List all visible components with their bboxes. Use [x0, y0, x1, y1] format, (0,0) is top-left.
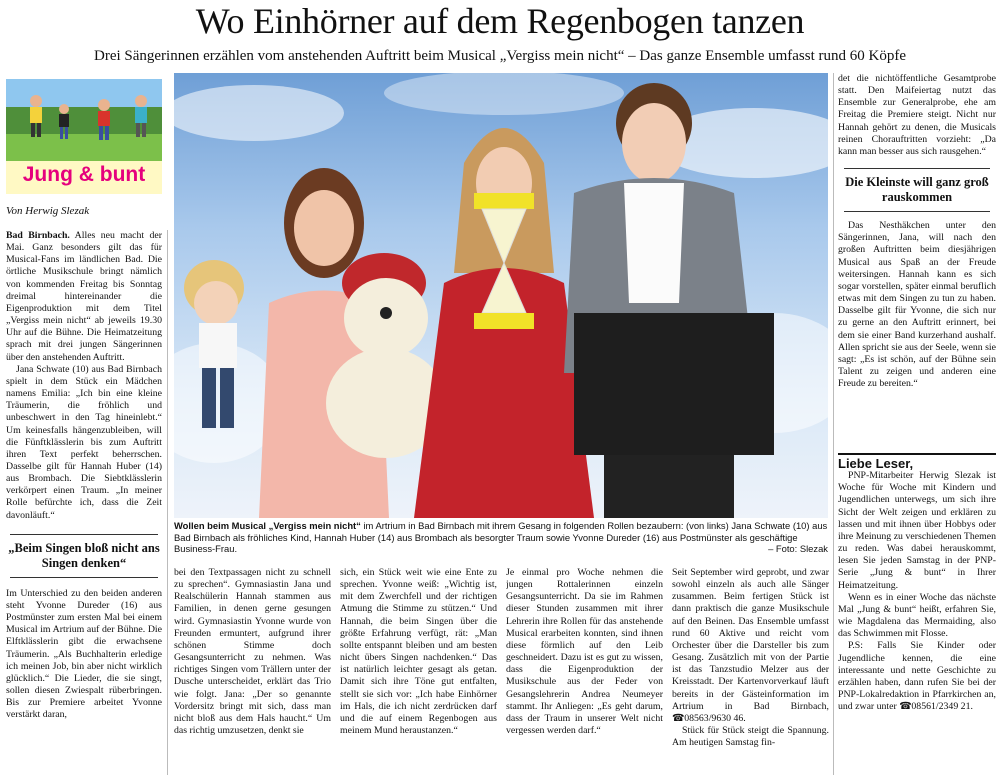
paragraph: Je einmal pro Woche nehmen die jungen Rottalerinnen einzeln Gesangsunterricht. Da sie im Rahmen dieser Stunden zusammen mit ihrer Lehrerin ihre Rollen für das anstehende Musical erarbeiten konnten, sind ihnen diese förmlich auf den Leib geschneidert. Dazu ist es gut zu wissen, dass die Eigenproduktion der Musikschule aus der Feder von Gesangslehrerin Andrea Neumeyer stammt. Ihr Anliegen: „Es geht darum, dass der Traum in unserer Welt nicht vergessen werden darf.“ — [506, 567, 663, 737]
headline: Wo Einhörner auf dem Regenbogen tanzen — [195, 1, 805, 41]
column-separator — [167, 230, 168, 775]
dateline: Bad Birnbach. — [6, 230, 70, 241]
rubric-logo — [6, 79, 162, 194]
column-4 — [506, 567, 663, 775]
pull-quote: Die Kleinste will ganz groß rauskommen — [845, 175, 989, 205]
column-5 — [672, 567, 829, 775]
paragraph: Alles neu macht der Mai. Ganz besonders gilt das für Musical-Fans im ländlichen Bad. Die örtliche Musikschule bringt nämlich von kommenden Freitag bis Sonntag dreimal hintereinander die Eigenproduktion mit dem Titel „Vergiss mein nicht“ ab jeweils 19.30 Uhr auf die Bühne. Die Heimatzeitung sprach mit drei jungen Sängerinnen über den anstehenden Auftritt. — [6, 230, 162, 363]
byline: Von Herwig Slezak — [6, 205, 90, 217]
subheadline: Drei Sängerinnen erzählen vom anstehenden Auftritt beim Musical „Vergiss mein nicht“ – Das ganze Ensemble umfasst rund 60 Köpfe — [94, 48, 906, 64]
paragraph: Jana Schwate (10) aus Bad Birnbach spielt in dem Stück ein Mädchen namens Emilia: „Ich bin eine kleine Träumerin, die fröhlich und unbeschwert in den Tag hineinlebt.“ Um keinesfalls hängenzubleiben, will die Fünftklässlerin bis zum Auftritt ihren Text perfekt beherrschen. Dasselbe gilt für Hannah Huber (14) aus Brombach. Die Siebtklässlerin verkörpert einen Traum. „In meiner Rolle befürchte ich, dass die Zeit davonläuft.“ — [6, 363, 162, 521]
divider — [10, 534, 158, 535]
paragraph: bei den Textpassagen nicht zu schnell zu sprechen“. Gymnasiastin Jana und Realschülerin Hannah stammen aus Familien, in denen gerne gesungen wird. Gymnasiastin Yvonne wurde von Freunden ermuntert, aufgrund ihrer schönen Stimme doch Gesangsunterricht zu nehmen. Was richtiges Singen vom Trällern unter der Dusche unterscheidet, erklärt das Trio wie folgt. Jana: „Der so genannte Vordersitz bringt mit sich, dass man nicht bloß aus dem Hals haucht.“ Um das richtig umzusetzen, denkt sie — [174, 567, 331, 737]
paragraph: det die nichtöffentliche Gesamtprobe statt. Den Maifeiertag nutzt das Ensemble zur Generalprobe, ehe am Freitag die Premiere steigt. Nicht nur Hannah gehört zu denen, die Musicals reinen Chorauftritten vorzieht: „Da kann man besser aus sich rausgehen.“ — [838, 73, 996, 157]
info-box-title: Liebe Leser, — [838, 458, 914, 471]
paragraph: Das Nesthäkchen unter den Sängerinnen, Jana, will nach den großen Auftritten beim diesjährigen Musical aus Spaß an der Freude weitersingen. Hannah kann es sich sogar vorstellen, später einmal beruflich etwas mit dem Singen zu tun zu haben. Dasselbe gilt für Yvonne, die sich nur zu gerne an den Auftritt erinnert, bei dem sie einer Band kurzerhand aushalf. Allen spricht sie aus der Seele, wenn sie sagt: „Es ist schön, auf der Bühne sein Talent zu zeigen und anderen eine Freude zu bereiten.“ — [838, 220, 996, 390]
info-box-top-rule — [838, 453, 996, 455]
paragraph: Wenn es in einer Woche das nächste Mal „Jung & bunt“ heißt, erfahren Sie, wie Magdalena das Mermaiding, also das Schwimmen mit Flosse. — [838, 591, 996, 640]
divider — [10, 577, 158, 578]
paragraph: P.S: Falls Sie Kinder oder Jugendliche kennen, die eine interessante und nette Geschichte zu erzählen haben, dann rufen Sie bei der PNP-Lokalredaktion in Pfarrkirchen an, und zwar unter ☎08561/2349 21. — [838, 640, 996, 713]
pull-quote: „Beim Singen bloß nicht ans Singen denken“ — [8, 540, 160, 570]
divider — [844, 168, 990, 169]
paragraph: Seit September wird geprobt, und zwar sowohl einzeln als auch alle Sänger zusammen. Beim fertigen Stück ist dann praktisch die ganze Musikschule auf den Beinen. Das Ensemble umfasst rund 60 Aktive und reicht vom Orchester über die Darsteller bis zum Gesang. Zusätzlich mit von der Partie ist das Tanzstudio Melzer aus der Kreisstadt. Der Kartenvorverkauf läuft bereits in der Gästeinformation im Artrium in Bad Birnbach, ☎08563/9630 46. — [672, 567, 829, 724]
paragraph: sich, ein Stück weit wie eine Ente zu sprechen. Yvonne weiß: „Wichtig ist, mit dem Zwerchfell und der richtigen Atmung die Stimme zu stützen.“ Und Hannah, die beim Singen über die größte Erfahrung verfügt, rät: „Man sollte entspannt bleiben und am besten nicht übers Singen nachdenken.“ Das ist natürlich leichter gesagt als getan. Damit sich ihre Töne gut entfalten, stellt sie sich vor: „Ich habe Einhörner im Hals, die ich nicht zerdrücken darf und die auf einem Regenbogen aus meinem Mund heraustanzen.“ — [340, 567, 497, 737]
column-6 — [838, 73, 996, 451]
divider — [844, 211, 990, 212]
caption-text: im Artrium in Bad Birnbach mit ihrem Gesang in folgenden Rollen bezaubern: (von links) Jana Schwate (10) aus Bad Birnbach als fröhliches Kind, Hannah Huber (14) aus Brombach als besorgter Traum sowie Yvonne Dureder (16) aus Postmünster als geschäftige Business-Frau. — [174, 520, 828, 555]
photo-credit: – Foto: Slezak — [768, 543, 828, 555]
info-box-liebe-leser — [838, 458, 996, 775]
photo-three-singers — [174, 73, 828, 518]
article-photo — [174, 73, 828, 518]
paragraph: PNP-Mitarbeiter Herwig Slezak ist Woche für Woche mit Kindern und Jugendlichen unterwegs, um sich ihre Sicht der Welt zeigen und erklären zu lassen und mit ihnen über Hobbys oder ihre Meinung zu verschiedenen Themen zu reden. Was dabei herauskommt, lesen Sie jeden Samstag in der PNP-Serie „Jung & bunt“ in Ihrer Heimatzeitung. — [838, 470, 996, 591]
column-1 — [6, 230, 162, 775]
column-3 — [340, 567, 497, 775]
photo-caption — [174, 520, 828, 555]
paragraph: Im Unterschied zu den beiden anderen steht Yvonne Dureder (16) aus Postmünster zum ersten Mal bei einem Musical im Artrium auf der Bühne. Die Elftklässlerin gibt die erwachsene Träumerin. „Als Buchhalterin erledige ich meinen Job, bin aber nicht wirklich glücklich.“ Die Lieder, die sie singt, sollen diesen Zwiespalt rüberbringen. Bis zur Premiere arbeitet Yvonne verstärkt daran, — [6, 587, 162, 721]
column-2 — [174, 567, 331, 775]
caption-lead: Wollen beim Musical „Vergiss mein nicht“ — [174, 520, 361, 531]
column-separator — [833, 73, 834, 775]
rubric-title: Jung & bunt — [22, 163, 146, 186]
paragraph: Stück für Stück steigt die Spannung. Am heutigen Samstag fin- — [672, 725, 829, 749]
